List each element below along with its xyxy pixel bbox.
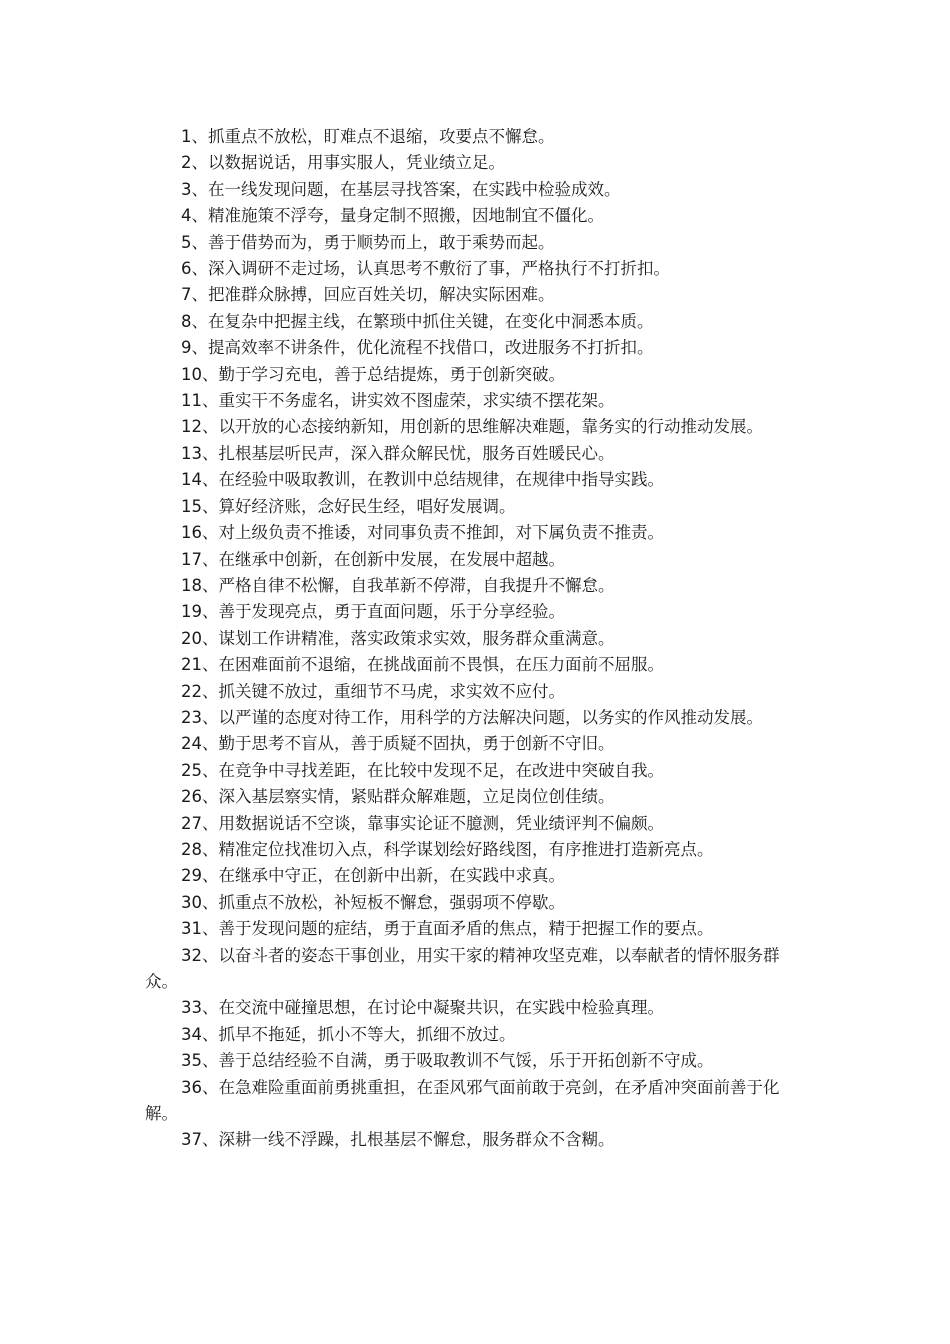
list-item: 29、在继承中守正，在创新中出新，在实践中求真。 (181, 866, 565, 886)
list-item: 12、以开放的心态接纳新知，用创新的思维解决难题，靠务实的行动推动发展。 (181, 417, 763, 437)
list-item: 6、深入调研不走过场，认真思考不敷衍了事，严格执行不打折扣。 (181, 259, 670, 279)
list-item: 11、重实干不务虚名，讲实效不图虚荣，求实绩不摆花架。 (181, 391, 615, 411)
list-item: 14、在经验中吸取教训，在教训中总结规律，在规律中指导实践。 (181, 470, 664, 490)
list-item: 7、把准群众脉搏，回应百姓关切，解决实际困难。 (181, 285, 555, 305)
list-item: 8、在复杂中把握主线，在繁琐中抓住关键，在变化中洞悉本质。 (181, 311, 654, 331)
list-item: 5、善于借势而为，勇于顺势而上，敢于乘势而起。 (181, 232, 555, 252)
list-item: 36、在急难险重面前勇挑重担，在歪风邪气面前敢于亮剑，在矛盾冲突面前善于化解。 (145, 1077, 780, 1124)
list-item: 24、勤于思考不盲从，善于质疑不固执，勇于创新不守旧。 (181, 734, 615, 754)
list-item: 1、抓重点不放松，盯难点不退缩，攻要点不懈怠。 (181, 127, 555, 146)
list-item: 21、在困难面前不退缩，在挑战面前不畏惧，在压力面前不屈服。 (181, 655, 664, 675)
list-item: 9、提高效率不讲条件，优化流程不找借口，改进服务不打折扣。 (181, 338, 654, 358)
list-item: 32、以奋斗者的姿态干事创业，用实干家的精神攻坚克难，以奉献者的情怀服务群众。 (145, 945, 780, 991)
list-item: 22、抓关键不放过，重细节不马虎，求实效不应付。 (181, 681, 565, 701)
list-item: 28、精准定位找准切入点，科学谋划绘好路线图，有序推进打造新亮点。 (181, 839, 714, 859)
list-item: 15、算好经济账，念好民生经，唱好发展调。 (181, 496, 516, 516)
list-item: 17、在继承中创新，在创新中发展，在发展中超越。 (181, 549, 565, 569)
document-body (145, 124, 810, 1154)
list-item: 34、抓早不拖延，抓小不等大，抓细不放过。 (181, 1024, 516, 1044)
list-item: 3、在一线发现问题，在基层寻找答案，在实践中检验成效。 (181, 179, 621, 199)
list-item: 27、用数据说话不空谈，靠事实论证不臆测，凭业绩评判不偏颇。 (181, 813, 664, 833)
list-item: 2、以数据说话，用事实服人，凭业绩立足。 (181, 153, 505, 173)
list-item: 25、在竞争中寻找差距，在比较中发现不足，在改进中突破自我。 (181, 760, 664, 780)
list-item: 33、在交流中碰撞思想，在讨论中凝聚共识，在实践中检验真理。 (181, 998, 664, 1018)
list-item: 13、扎根基层听民声，深入群众解民忧，服务百姓暖民心。 (181, 443, 615, 463)
list-item: 31、善于发现问题的症结，勇于直面矛盾的焦点，精于把握工作的要点。 (181, 919, 714, 939)
list-item: 20、谋划工作讲精准，落实政策求实效，服务群众重满意。 (181, 628, 615, 648)
list-item: 4、精准施策不浮夸，量身定制不照搬，因地制宜不僵化。 (181, 206, 604, 226)
list-item: 30、抓重点不放松，补短板不懈怠，强弱项不停歇。 (181, 892, 565, 912)
list-item: 18、严格自律不松懈，自我革新不停滞，自我提升不懈怠。 (181, 575, 615, 595)
list-item: 35、善于总结经验不自满，勇于吸取教训不气馁，乐于开拓创新不守成。 (181, 1051, 714, 1071)
list-item: 23、以严谨的态度对待工作，用科学的方法解决问题，以务实的作风推动发展。 (181, 707, 763, 727)
list-item: 19、善于发现亮点，勇于直面问题，乐于分享经验。 (181, 602, 565, 622)
list-item: 10、勤于学习充电，善于总结提炼，勇于创新突破。 (181, 364, 565, 384)
list-item: 16、对上级负责不推诿，对同事负责不推卸，对下属负责不推责。 (181, 523, 664, 543)
list-item: 37、深耕一线不浮躁，扎根基层不懈怠，服务群众不含糊。 (181, 1130, 615, 1150)
list-item: 26、深入基层察实情，紧贴群众解难题，立足岗位创佳绩。 (181, 787, 615, 807)
